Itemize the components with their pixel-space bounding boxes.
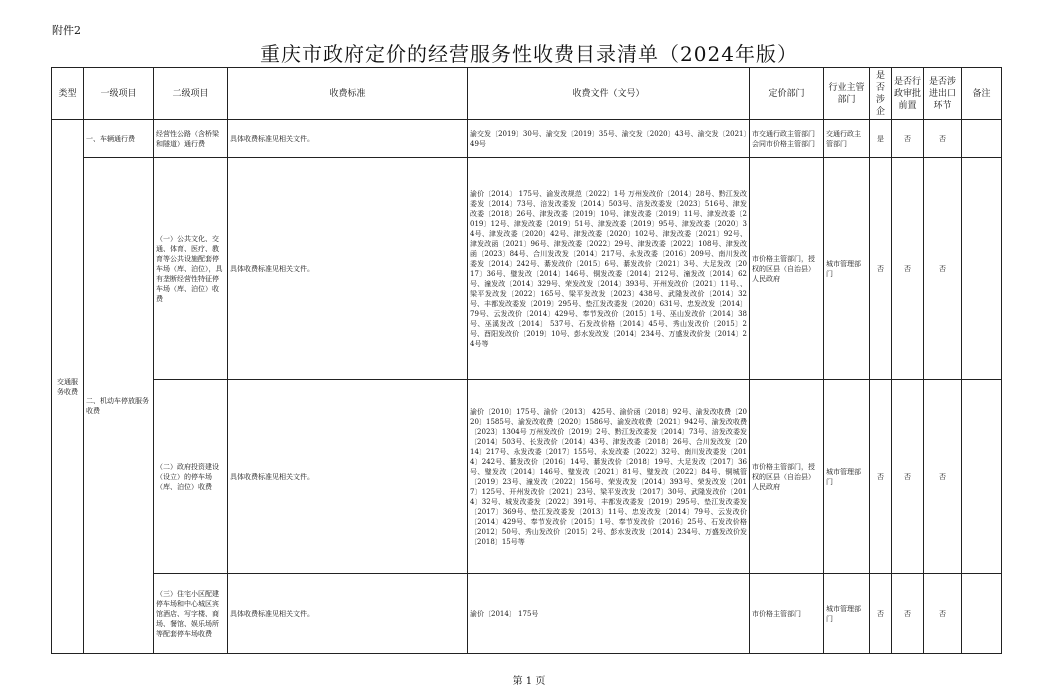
header-approval: 是否行政审批前置 — [892, 68, 924, 120]
table-row — [52, 574, 1002, 654]
fee-catalog-table — [51, 67, 1002, 654]
header-import-export: 是否涉进出口环节 — [924, 68, 962, 120]
standard-cell: 具体收费标准见相关文件。 — [228, 380, 468, 574]
approval-cell: 否 — [892, 574, 924, 654]
header-docs: 收费文件（文号） — [468, 68, 750, 120]
remarks-cell — [962, 120, 1002, 158]
industry-cell: 城市管理部门 — [824, 158, 870, 380]
header-type: 类型 — [52, 68, 84, 120]
level1-cell: 一、车辆通行费 — [84, 120, 154, 158]
dept-cell: 市价格主管部门，授权的区县（自治县）人民政府 — [750, 158, 824, 380]
header-level1: 一级项目 — [84, 68, 154, 120]
level2-cell: （二）政府投资建设（设立）的停车场（库、泊位）收费 — [154, 380, 228, 574]
remarks-cell — [962, 158, 1002, 380]
industry-cell: 交通行政主管部门 — [824, 120, 870, 158]
dept-cell: 市价格主管部门，授权的区县（自治县）人民政府 — [750, 380, 824, 574]
table-row — [52, 120, 1002, 158]
soe-cell: 否 — [870, 158, 892, 380]
docs-cell: 渝价〔2014〕 175号 — [468, 574, 750, 654]
header-row — [52, 68, 1002, 120]
import-export-cell: 否 — [924, 380, 962, 574]
header-level2: 二级项目 — [154, 68, 228, 120]
docs-cell: 渝价〔2010〕175号、渝价〔2013〕 425号、渝价函〔2018〕92号、渝发改收费〔2020〕1585号、渝发改收费〔2020〕1586号、渝发改收费〔2021〕942号、渝发改收费〔2023〕1304号 万州发改价〔2019〕2号、黔江发改委发〔2014〕73号、涪发改委发〔2014〕503号、长发改价〔2014〕43号、津发改委〔2018〕26号、合川发改发〔2014〕217号、永发改委〔2017〕155号、永发改委〔2022〕32号、南川发改委发〔2014〕242号、綦发改价〔2016〕14号、綦发改价〔2018〕19号、大足发改〔2017〕36号、璧发改〔2014〕146号、璧发改〔2021〕81号、璧发改〔2022〕84号、铜城管〔2019〕23号、潼发改〔2022〕156号、荣发改发〔2014〕393号、荣发改发〔2017〕125号、开州发改价〔2021〕23号、梁平发改发〔2017〕30号、武隆发改价〔2014〕32号、城发改委发〔2022〕391号、丰都发改委发〔2019〕295号、垫江发改委发〔2017〕369号、垫江发改委发〔2013〕11号、忠发改发〔2014〕79号、云发改价〔2014〕429号、奉节发改价〔2015〕1号、奉节发改价〔2016〕25号、石发改价格〔2012〕50号、秀山发改价〔2015〕2号、彭水发改发〔2014〕234号、万盛发改价发〔2018〕15号等 — [468, 380, 750, 574]
docs-cell: 渝交发〔2019〕30号、渝交发〔2019〕35号、渝交发〔2020〕43号、渝交发〔2021〕49号 — [468, 120, 750, 158]
header-soe: 是否涉企 — [870, 68, 892, 120]
level2-cell: 经营性公路（含桥梁和隧道）通行费 — [154, 120, 228, 158]
header-standard: 收费标准 — [228, 68, 468, 120]
industry-cell: 城市管理部门 — [824, 380, 870, 574]
header-remarks: 备注 — [962, 68, 1002, 120]
soe-cell: 否 — [870, 574, 892, 654]
remarks-cell — [962, 380, 1002, 574]
standard-cell: 具体收费标准见相关文件。 — [228, 158, 468, 380]
approval-cell: 否 — [892, 158, 924, 380]
approval-cell: 否 — [892, 120, 924, 158]
level1-text: 二、机动车停放服务收费 — [86, 396, 149, 415]
page-number: 第 1 页 — [512, 676, 546, 687]
dept-cell: 市价格主管部门 — [750, 574, 824, 654]
dept-cell: 市交通行政主管部门会同市价格主管部门 — [750, 120, 824, 158]
level2-cell: （一）公共文化、交通、体育、医疗、教育等公共设施配套停车场（库、泊位），具有垄断经营性特征停车场（库、泊位）收费 — [154, 158, 228, 380]
header-dept: 定价部门 — [750, 68, 824, 120]
level2-cell: （三）住宅小区配建停车场和中心城区宾馆酒店、写字楼、商场、餐馆、娱乐场所等配套停车场收费 — [154, 574, 228, 654]
table-row — [52, 158, 1002, 380]
import-export-cell: 否 — [924, 158, 962, 380]
standard-cell: 具体收费标准见相关文件。 — [228, 120, 468, 158]
standard-cell: 具体收费标准见相关文件。 — [228, 574, 468, 654]
import-export-cell: 否 — [924, 574, 962, 654]
page-title: 重庆市政府定价的经营服务性收费目录清单（2024年版） — [260, 42, 798, 66]
import-export-cell: 否 — [924, 120, 962, 158]
level1-cell — [84, 158, 154, 654]
soe-cell: 是 — [870, 120, 892, 158]
industry-cell: 城市管理部门 — [824, 574, 870, 654]
attachment-label: 附件2 — [52, 24, 81, 37]
table-row — [52, 380, 1002, 574]
header-industry: 行业主管部门 — [824, 68, 870, 120]
docs-cell: 渝价〔2014〕 175号、渝发改规范〔2022〕1号 万州发改价〔2014〕28号、黔江发改委发〔2014〕73号、涪发改委发〔2014〕503号、涪发改委发〔2023〕516号、津发改委〔2018〕26号、津发改委〔2019〕10号、津发改委〔2019〕11号、津发改委〔2019〕12号、津发改委〔2019〕51号、津发改委〔2019〕95号、津发改委〔2020〕34号、津发改委〔2020〕42号、津发改委〔2020〕102号、津发改委〔2021〕92号、津发改函〔2021〕96号、津发改委〔2022〕29号、津发改委〔2022〕108号、津发改函〔2023〕84号、合川发改发〔2014〕217号、永发改委〔2016〕209号、南川发改委发〔2014〕242号、綦发改价〔2015〕6号、綦发改价〔2021〕3号、大足发改〔2017〕36号、璧发改〔2014〕146号、铜发改委〔2014〕212号、潼发改〔2014〕62号、潼发改〔2014〕329号、荣发改发〔2014〕393号、开州发改价〔2021〕11号、、梁平发改发〔2022〕165号、梁平发改发〔2023〕438号、武隆发改价〔2014〕32号、丰都发改委发〔2019〕295号、垫江发改委发〔2020〕631号、忠发改发〔2014〕79号、云发改价〔2014〕429号、奉节发改价〔2015〕1号、巫山发改价〔2014〕38号、巫溪发改〔2014〕 537号、石发改价格〔2014〕45号、秀山发改价〔2015〕2号、酉阳发改价〔2019〕10号、彭水发改发〔2014〕234号、万盛发改价发〔2014〕24号等 — [468, 158, 750, 380]
category-cell: 交通服务收费 — [52, 120, 84, 654]
approval-cell: 否 — [892, 380, 924, 574]
soe-cell: 否 — [870, 380, 892, 574]
remarks-cell — [962, 574, 1002, 654]
